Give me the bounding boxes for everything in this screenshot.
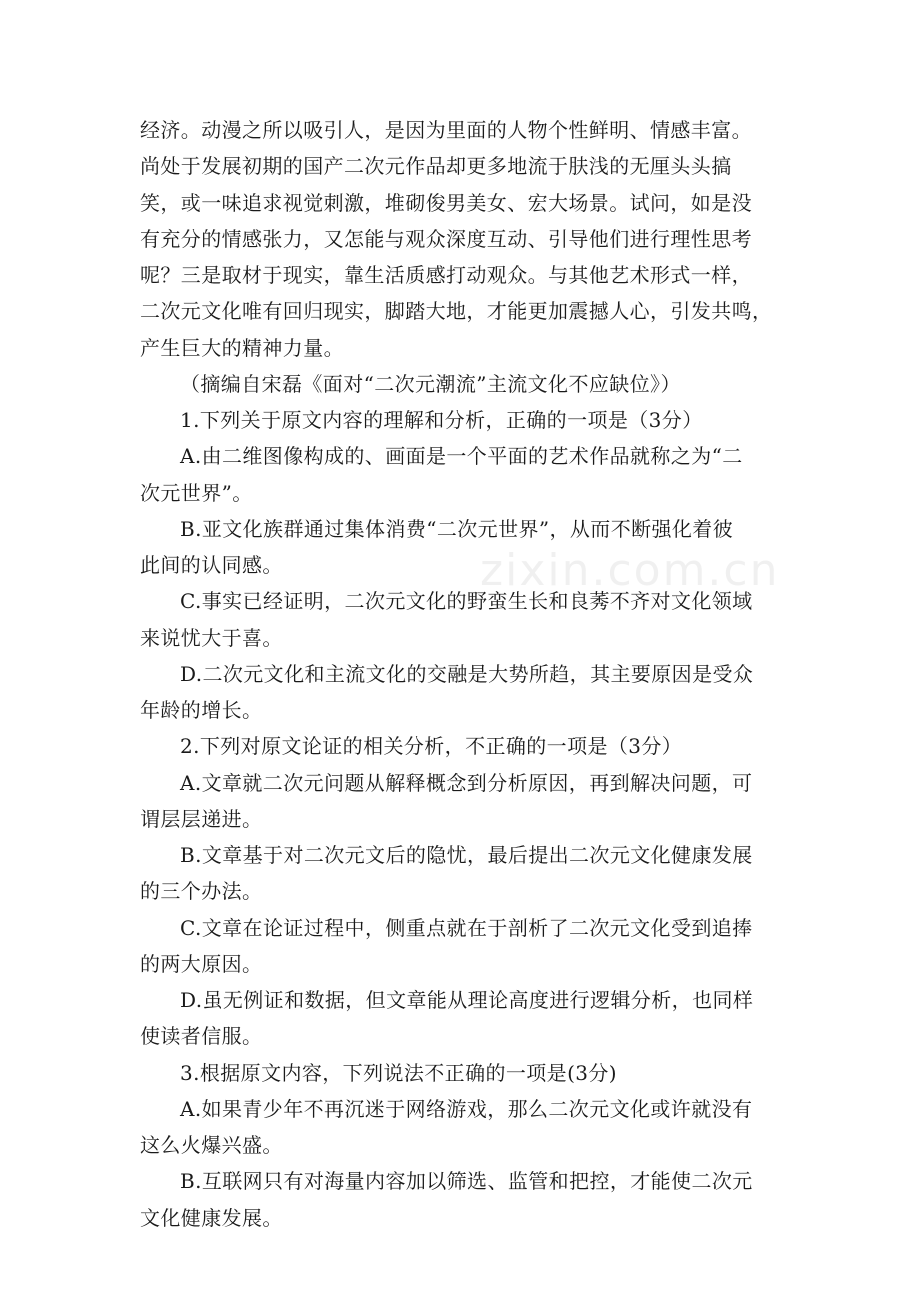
question-1-option-d-cont: 年龄的增长。 <box>140 698 263 722</box>
text-line: 二次元文化唯有回归现实，脚踏大地，才能更加震撼人心，引发共鸣， <box>140 299 773 324</box>
text-line: 有充分的情感张力，又怎能与观众深度互动、引导他们进行理性思考 <box>140 226 752 251</box>
question-3-stem: 3.根据原文内容，下列说法不正确的一项是(3分) <box>180 1060 618 1085</box>
question-3-option-b: B.互联网只有对海量内容加以筛选、监管和把控，才能使二次元 <box>180 1169 753 1194</box>
question-3-option-a-cont: 这么火爆兴盛。 <box>140 1133 283 1157</box>
question-2-option-a: A.文章就二次元问题从解释概念到分析原因，再到解决问题，可 <box>180 770 753 795</box>
question-1-option-c-cont: 来说忧大于喜。 <box>140 625 283 650</box>
document-body <box>140 112 785 1236</box>
question-2-option-c: C.文章在论证过程中，侧重点就在于剖析了二次元文化受到追捧 <box>180 915 753 940</box>
watermark: zixin.com.cn <box>480 545 780 596</box>
source-citation: （摘编自宋磊《面对“二次元潮流”主流文化不应缺位》） <box>180 371 681 396</box>
question-2-option-a-cont: 谓层层递进。 <box>140 806 263 831</box>
text-line: 呢？三是取材于现实，靠生活质感打动观众。与其他艺术形式一样， <box>140 263 752 287</box>
question-3-option-b-cont: 文化健康发展。 <box>140 1205 283 1230</box>
text-line: 经济。动漫之所以吸引人，是因为里面的人物个性鲜明、情感丰富。 <box>140 118 752 142</box>
question-1-option-c: C.事实已经证明，二次元文化的野蛮生长和良莠不齐对文化领域 <box>180 589 753 614</box>
question-1-stem: 1.下列关于原文内容的理解和分析，正确的一项是（3分） <box>180 408 703 432</box>
question-2-stem: 2.下列对原文论证的相关分析，不正确的一项是（3分） <box>180 734 683 759</box>
question-2-option-d-cont: 使读者信服。 <box>140 1024 263 1049</box>
question-2-option-c-cont: 的两大原因。 <box>140 951 263 976</box>
question-2-option-b-cont: 的三个办法。 <box>140 879 263 904</box>
question-2-option-b: B.文章基于对二次元文后的隐忧，最后提出二次元文化健康发展 <box>180 843 753 867</box>
question-2-option-d: D.虽无例证和数据，但文章能从理论高度进行逻辑分析，也同样 <box>180 988 754 1012</box>
question-1-option-d: D.二次元文化和主流文化的交融是大势所趋，其主要原因是受众 <box>180 661 754 686</box>
question-1-option-a-cont: 次元世界”。 <box>140 480 253 505</box>
question-1-option-b: B.亚文化族群通过集体消费“二次元世界”，从而不断强化着彼 <box>180 516 734 541</box>
text-line: 笑，或一味追求视觉刺激，堆砌俊男美女、宏大场景。试问，如是没 <box>140 190 752 215</box>
question-1-option-b-cont: 此间的认同感。 <box>140 553 283 577</box>
text-line: 尚处于发展初期的国产二次元作品却更多地流于肤浅的无厘头头搞 <box>140 154 732 179</box>
question-1-option-a: A.由二维图像构成的、画面是一个平面的艺术作品就称之为“二 <box>180 444 743 469</box>
question-3-option-a: A.如果青少年不再沉迷于网络游戏，那么二次元文化或许就没有 <box>180 1096 753 1121</box>
text-line: 产生巨大的精神力量。 <box>140 335 344 360</box>
